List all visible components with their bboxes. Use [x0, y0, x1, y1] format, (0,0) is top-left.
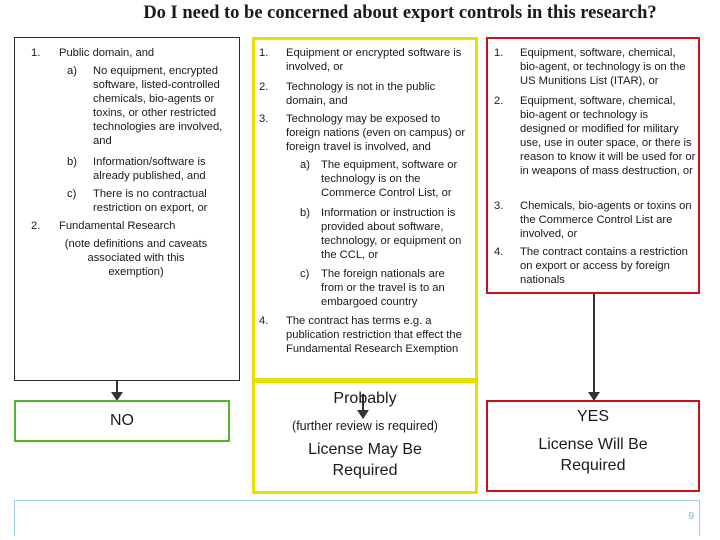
mid-a-text: The equipment, software or technology is on the Commerce Control List, or — [321, 159, 458, 199]
right-item3-number: 3. — [494, 200, 504, 212]
mid-b-label: b) — [300, 207, 310, 219]
right-item1-text: Equipment, software, chemical, bio-agent, or technology is on the US Munitions List (ITAR), or — [520, 47, 686, 87]
left-item2-number: 2. — [31, 220, 41, 232]
mid-item4-number: 4. — [259, 315, 269, 327]
mid-b-text: Information or instruction is provided about software, technology, or equipment on the CCL, or — [321, 207, 462, 261]
yes-outcome-box — [486, 400, 700, 492]
right-item4-number: 4. — [494, 246, 504, 258]
mid-a-label: a) — [300, 159, 310, 171]
left-c-text: There is no contractual restriction on export, or — [93, 188, 208, 214]
further-review-note: (further review is required) — [292, 419, 438, 433]
yes-label: YES — [576, 408, 609, 425]
right-item4-text: The contract contains a restriction on export or access by foreign nationals — [520, 246, 688, 286]
right-item2-text: Equipment, software, chemical, bio-agent or technology is designed or modified for military use, use in outer space, or there is reason to know it will be used for or in weapons of mass destruction, or — [520, 95, 696, 177]
arrow-to-yes — [593, 294, 595, 393]
left-item1-number: 1. — [31, 47, 41, 59]
probably-outcome-box — [252, 380, 478, 494]
right-item2-number: 2. — [494, 95, 504, 107]
public-domain-box — [14, 37, 240, 381]
mid-item3-text: Technology may be exposed to foreign nations (even on campus) or foreign travel is involved, and — [286, 113, 466, 153]
left-item2-text: Fundamental Research — [59, 220, 176, 232]
no-outcome-box — [14, 400, 230, 442]
left-a-text: No equipment, encrypted software, listed-controlled chemicals, bio-agents or toxins, or other restricted technologies are involved, and — [93, 65, 223, 147]
footer-panel — [14, 500, 700, 536]
mid-item1-text: Equipment or encrypted software is involved, or — [286, 47, 462, 73]
left-b-text: Information/software is already published, and — [93, 156, 206, 182]
license-will-be-required: License Will Be Required — [538, 436, 648, 474]
ccl-review-box — [252, 37, 478, 381]
left-item1-text: Public domain, and — [59, 47, 155, 59]
right-item1-number: 1. — [494, 47, 504, 59]
no-label: NO — [110, 412, 134, 429]
probably-label: Probably — [333, 390, 397, 407]
left-c-label: c) — [67, 188, 77, 200]
page-title: Do I need to be concerned about export controls in this research? — [143, 3, 657, 23]
left-b-label: b) — [67, 156, 77, 168]
left-note: (note definitions and caveats associated with this exemption) — [64, 238, 208, 278]
right-item3-text: Chemicals, bio-agents or toxins on the Commerce Control List are involved, or — [520, 200, 692, 240]
itar-box — [486, 37, 700, 294]
page-number: 9 — [688, 511, 694, 522]
mid-c-text: The foreign nationals are from or the travel is to an embargoed country — [321, 268, 445, 308]
license-may-be-required: License May Be Required — [308, 441, 422, 479]
mid-item3-number: 3. — [259, 113, 269, 125]
mid-item4-text: The contract has terms e.g. a publication restriction that effect the Fundamental Research Exemption — [286, 315, 462, 355]
mid-item2-text: Technology is not in the public domain, and — [286, 81, 436, 107]
mid-item1-number: 1. — [259, 47, 269, 59]
mid-item2-number: 2. — [259, 81, 269, 93]
mid-c-label: c) — [300, 268, 310, 280]
left-a-label: a) — [67, 65, 77, 77]
